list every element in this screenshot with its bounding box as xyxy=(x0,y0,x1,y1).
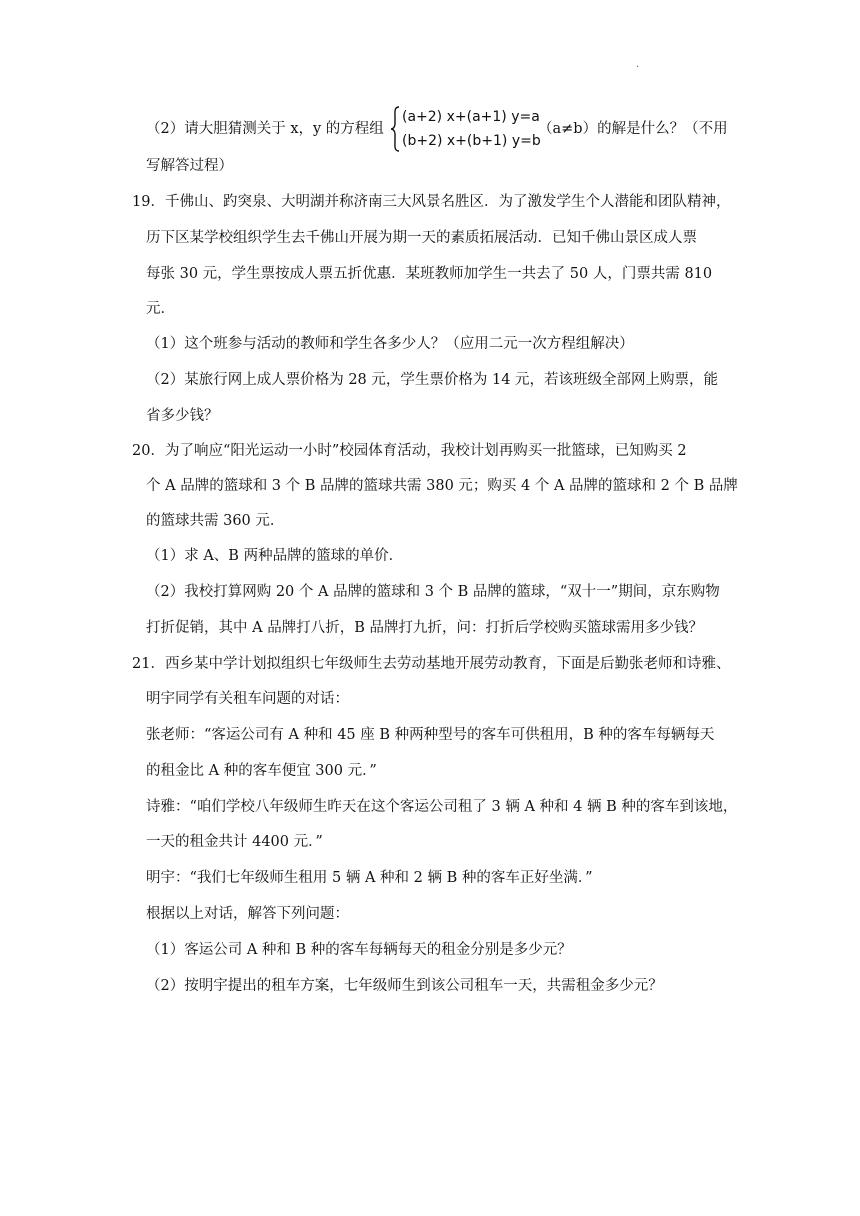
q21-mingyu-line: 明宇：“我们七年级师生租用 5 辆 A 种和 2 辆 B 种的客车正好坐满．” xyxy=(146,870,593,886)
q19-sub-1: （1）这个班参与活动的教师和学生各多少人？（应用二元一次方程组解决） xyxy=(146,336,634,352)
q18-part2-suffix: （a≠b）的解是什么？（不用 xyxy=(538,121,728,137)
q18-part2-continuation: 写解答过程） xyxy=(146,158,233,174)
q21-instruction: 根据以上对话，解答下列问题： xyxy=(146,906,349,922)
q19-sub-2-line-2: 省多少钱？ xyxy=(146,408,219,424)
q21-line-1: 21．西乡某中学计划拟组织七年级师生去劳动基地开展劳动教育，下面是后勤张老师和诗雅、 xyxy=(132,656,731,672)
equation-1: (a+2) x+(a+1) y=a xyxy=(402,109,540,125)
q21-line-2: 明宇同学有关租车问题的对话： xyxy=(146,691,349,707)
q19-line-3: 每张 30 元，学生票按成人票五折优惠．某班教师加学生一共去了 50 人，门票共需 810 xyxy=(146,266,713,282)
q20-sub-1: （1）求 A、B 两种品牌的篮球的单价． xyxy=(146,548,404,564)
q20-sub-2-line-2: 打折促销，其中 A 品牌打八折，B 品牌打九折，问：打折后学校购买篮球需用多少钱？ xyxy=(146,620,703,636)
q21-zhang-line-2: 的租金比 A 种的客车便宜 300 元．” xyxy=(146,763,377,779)
q21-shiya-line-1: 诗雅：“咱们学校八年级师生昨天在这个客运公司租了 3 辆 A 种和 4 辆 B 种的客车到该地， xyxy=(146,799,738,815)
equation-2: (b+2) x+(b+1) y=b xyxy=(402,133,541,149)
header-dot: · xyxy=(636,62,640,73)
q20-sub-2-line-1: （2）我校打算网购 20 个 A 品牌的篮球和 3 个 B 品牌的篮球，“双十一”期间，京东购物 xyxy=(146,584,720,600)
q21-sub-2: （2）按明宇提出的租车方案，七年级师生到该公司租车一天，共需租金多少元？ xyxy=(146,978,663,994)
equation-system xyxy=(390,106,540,152)
q19-sub-2-line-1: （2）某旅行网上成人票价格为 28 元，学生票价格为 14 元，若该班级全部网上购票，能 xyxy=(146,372,719,388)
q18-part2-prefix: （2）请大胆猜测关于 x，y 的方程组 xyxy=(146,121,384,137)
q19-line-4: 元． xyxy=(146,301,175,317)
q20-line-1: 20．为了响应“阳光运动一小时”校园体育活动，我校计划再购买一批篮球，已知购买 2 xyxy=(132,443,687,459)
left-brace-icon xyxy=(390,106,400,152)
q21-sub-1: （1）客运公司 A 种和 B 种的客车每辆每天的租金分别是多少元？ xyxy=(146,942,572,958)
q21-zhang-line-1: 张老师：“客运公司有 A 种和 45 座 B 种两种型号的客车可供租用，B 种的客车每辆每天 xyxy=(146,727,715,743)
q19-line-2: 历下区某学校组织学生去千佛山开展为期一天的素质拓展活动．已知千佛山景区成人票 xyxy=(146,230,697,246)
q20-line-3: 的篮球共需 360 元． xyxy=(146,513,285,529)
q20-line-2: 个 A 品牌的篮球和 3 个 B 品牌的篮球共需 380 元；购买 4 个 A 品牌的篮球和 2 个 B 品牌 xyxy=(146,478,738,494)
q19-line-1: 19．千佛山、趵突泉、大明湖并称济南三大风景名胜区．为了激发学生个人潜能和团队精神， xyxy=(132,194,731,210)
q21-shiya-line-2: 一天的租金共计 4400 元．” xyxy=(146,834,323,850)
